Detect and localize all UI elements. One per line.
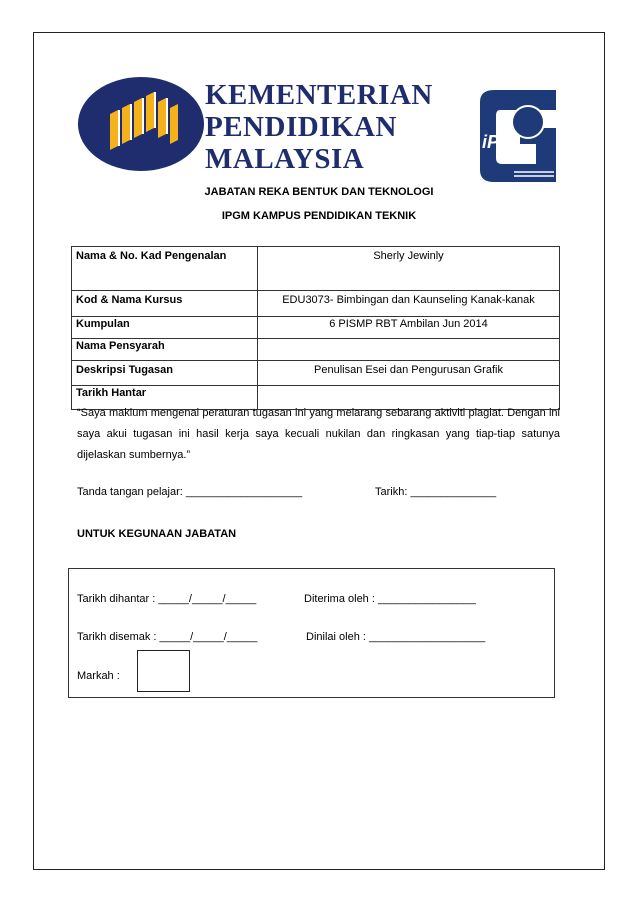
signature-date-line: Tarikh: ______________ bbox=[375, 486, 497, 498]
marks-box bbox=[137, 650, 190, 692]
department-use-heading: UNTUK KEGUNAAN JABATAN bbox=[77, 528, 237, 540]
ministry-name-line2: PENDIDIKAN bbox=[205, 111, 397, 143]
table-row bbox=[72, 361, 560, 386]
marks-label: Markah : bbox=[77, 670, 120, 682]
campus-title: IPGM KAMPUS PENDIDIKAN TEKNIK bbox=[221, 210, 417, 222]
table-row bbox=[72, 291, 560, 317]
table-row bbox=[72, 339, 560, 361]
ministry-name-line3: MALAYSIA bbox=[205, 143, 365, 175]
ministry-name bbox=[205, 79, 455, 175]
student-info-table bbox=[71, 246, 560, 410]
table-row bbox=[72, 247, 560, 291]
name-label: Nama & No. Kad Pengenalan bbox=[72, 247, 258, 291]
task-value: Penulisan Esei dan Pengurusan Grafik bbox=[258, 361, 560, 386]
name-value: Sherly Jewinly bbox=[258, 247, 560, 291]
course-label: Kod & Nama Kursus bbox=[72, 291, 258, 317]
ministry-name-line1: KEMENTERIAN bbox=[205, 79, 433, 111]
plagiarism-declaration: “Saya maklum mengenai peraturan tugasan ini yang melarang sebarang aktiviti plagiat. Dengan ini saya akui tugasan ini hasil kerja saya kecuali nukilan dan ringkasan yang tiap-tiap satunya dijelaskan sumbernya.” bbox=[77, 407, 560, 461]
table-row bbox=[72, 317, 560, 339]
ipg-emblem-icon bbox=[474, 88, 558, 184]
submit-date-label: Tarikh Hantar bbox=[72, 386, 258, 410]
ministry-emblem-icon bbox=[78, 76, 208, 172]
department-title: JABATAN REKA BENTUK DAN TEKNOLOGI bbox=[204, 186, 434, 198]
date-sent-line: Tarikh dihantar : _____/_____/_____ bbox=[77, 593, 257, 605]
ipg-logo bbox=[474, 88, 558, 184]
lecturer-label: Nama Pensyarah bbox=[72, 339, 258, 361]
course-value: EDU3073- Bimbingan dan Kaunseling Kanak-kanak bbox=[258, 291, 560, 317]
task-label: Deskripsi Tugasan bbox=[72, 361, 258, 386]
lecturer-value bbox=[258, 339, 560, 361]
svg-text:iPG: iPG bbox=[482, 132, 514, 152]
received-by-line: Diterima oleh : ________________ bbox=[304, 593, 476, 605]
date-checked-line: Tarikh disemak : _____/_____/_____ bbox=[77, 631, 258, 643]
graded-by-line: Dinilai oleh : ___________________ bbox=[306, 631, 486, 643]
group-value: 6 PISMP RBT Ambilan Jun 2014 bbox=[258, 317, 560, 339]
group-label: Kumpulan bbox=[72, 317, 258, 339]
student-signature-line: Tanda tangan pelajar: ___________________ bbox=[77, 486, 303, 498]
